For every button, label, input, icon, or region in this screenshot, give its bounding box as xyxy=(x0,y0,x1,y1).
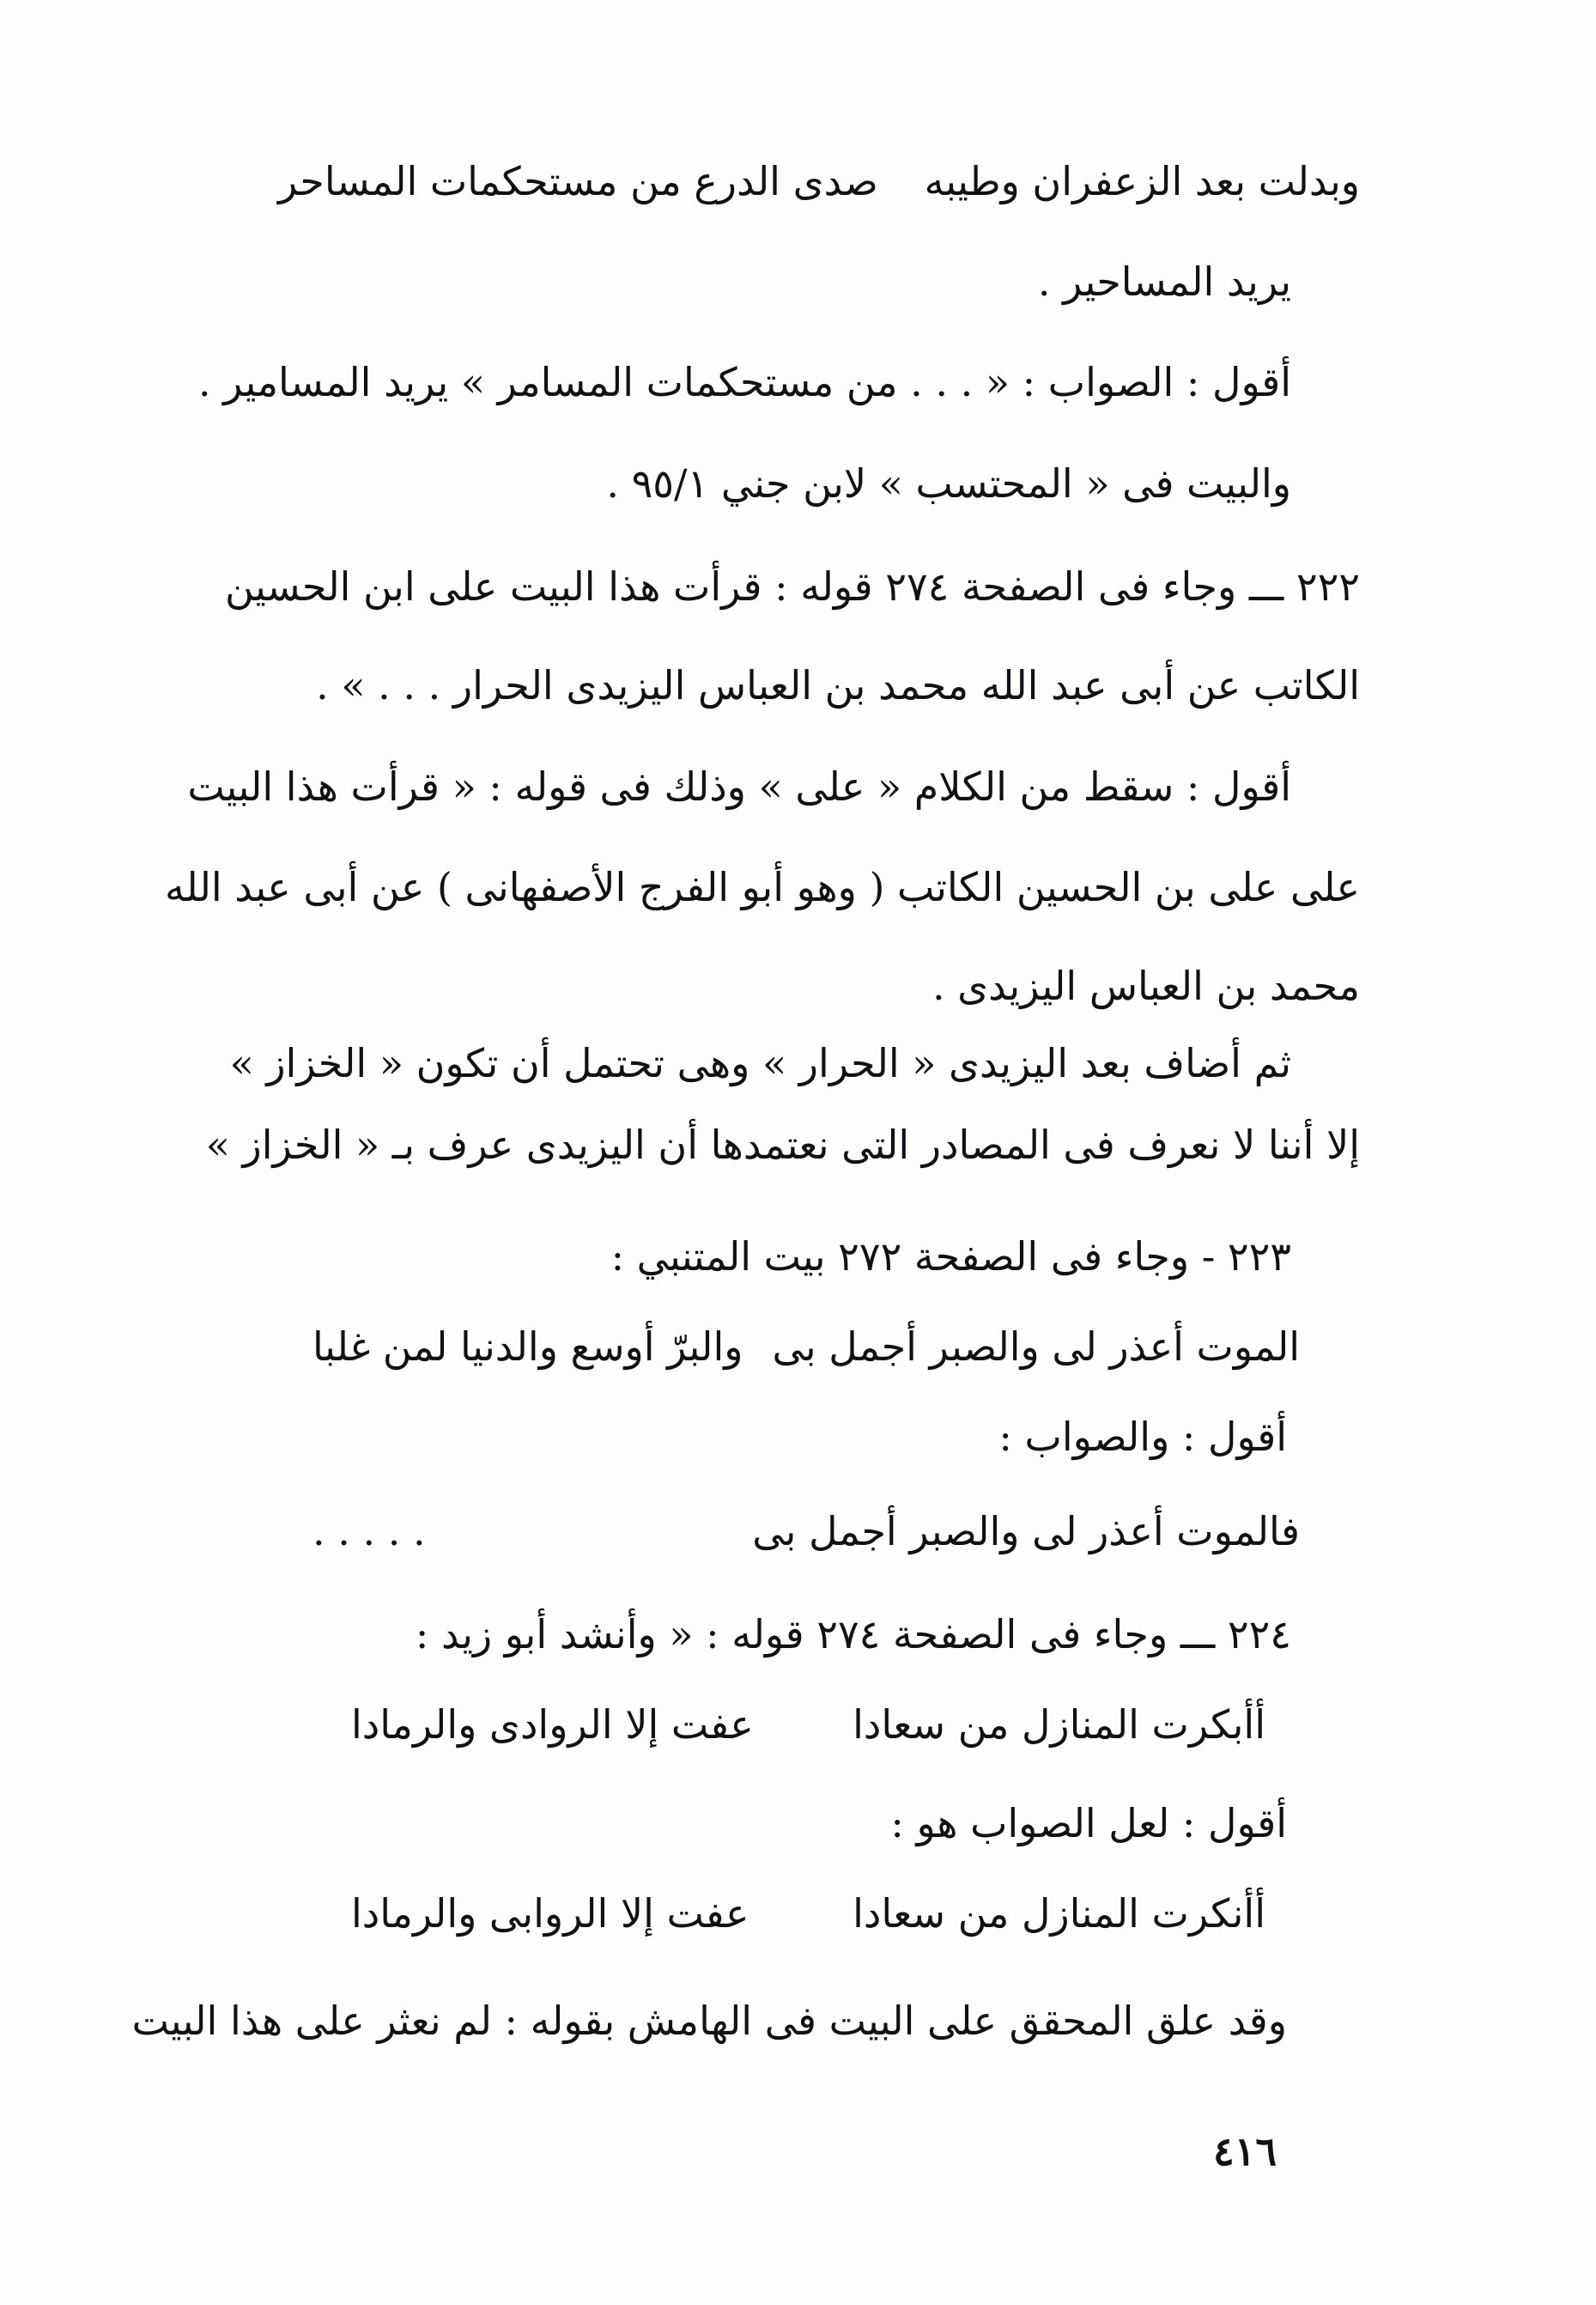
verse-line-2 xyxy=(313,1323,1300,1370)
verse-hemistich-second: صدى الدرع من مستحكمات المساحر xyxy=(278,158,878,204)
verse-hemistich-first: فالموت أعذر لى والصبر أجمل بى xyxy=(752,1508,1300,1554)
verse-hemistich-first: وبدلت بعد الزعفران وطيبه xyxy=(924,158,1360,204)
verse-line-1 xyxy=(278,158,1360,204)
text-line: أقول : لعل الصواب هو : xyxy=(890,1800,1287,1846)
text-line: ٢٢٣ - وجاء فى الصفحة ٢٧٢ بيت المتنبي : xyxy=(610,1233,1291,1280)
text-line: أقول : سقط من الكلام « على » وذلك فى قوله : « قرأت هذا البيت xyxy=(187,763,1291,810)
verse-hemistich-second: عفت إلا الروابى والرمادا xyxy=(351,1890,749,1937)
text-line: أقول : الصواب : « . . . من مستحكمات المسامر » يريد المسامير . xyxy=(197,359,1291,405)
text-line: ثم أضاف بعد اليزيدى « الحرار » وهى تحتمل أن تكون « الخزاز » xyxy=(229,1040,1291,1086)
verse-line-5 xyxy=(351,1890,1265,1937)
text-line: أقول : والصواب : xyxy=(998,1414,1287,1460)
verse-line-3 xyxy=(313,1508,1300,1554)
text-line: محمد بن العباس اليزيدى . xyxy=(932,963,1360,1009)
text-line: ٢٢٢ ـــ وجاء فى الصفحة ٢٧٤ قوله : قرأت هذا البيت على ابن الحسين xyxy=(224,563,1360,610)
verse-hemistich-first: الموت أعذر لى والصبر أجمل بى xyxy=(772,1323,1300,1370)
text-line: يريد المساحير . xyxy=(1037,258,1291,305)
verse-hemistich-second: عفت إلا الروادى والرمادا xyxy=(351,1701,754,1748)
verse-ellipsis: . . . . . xyxy=(313,1508,426,1554)
text-line: والبيت فى « المحتسب » لابن جني ٩٥/١ . xyxy=(606,460,1291,507)
text-line: وقد علق المحقق على البيت فى الهامش بقوله : لم نعثر على هذا البيت xyxy=(131,1998,1287,2044)
text-line: الكاتب عن أبى عبد الله محمد بن العباس اليزيدى الحرار . . . » . xyxy=(316,662,1360,709)
verse-hemistich-first: أأنكرت المنازل من سعادا xyxy=(853,1890,1265,1937)
text-line: ٢٢٤ ـــ وجاء فى الصفحة ٢٧٤ قوله : « وأنشد أبو زيد : xyxy=(415,1611,1291,1657)
text-line: على على بن الحسين الكاتب ( وهو أبو الفرج الأصفهانى ) عن أبى عبد الله xyxy=(164,864,1360,910)
verse-line-4 xyxy=(351,1701,1265,1748)
page-number: ٤١٦ xyxy=(1212,2128,1277,2174)
verse-hemistich-second: والبرّ أوسع والدنيا لمن غلبا xyxy=(313,1323,743,1370)
text-line: إلا أننا لا نعرف فى المصادر التى نعتمدها أن اليزيدى عرف بـ « الخزاز » xyxy=(205,1122,1360,1168)
verse-hemistich-first: أأبكرت المنازل من سعادا xyxy=(853,1701,1265,1748)
